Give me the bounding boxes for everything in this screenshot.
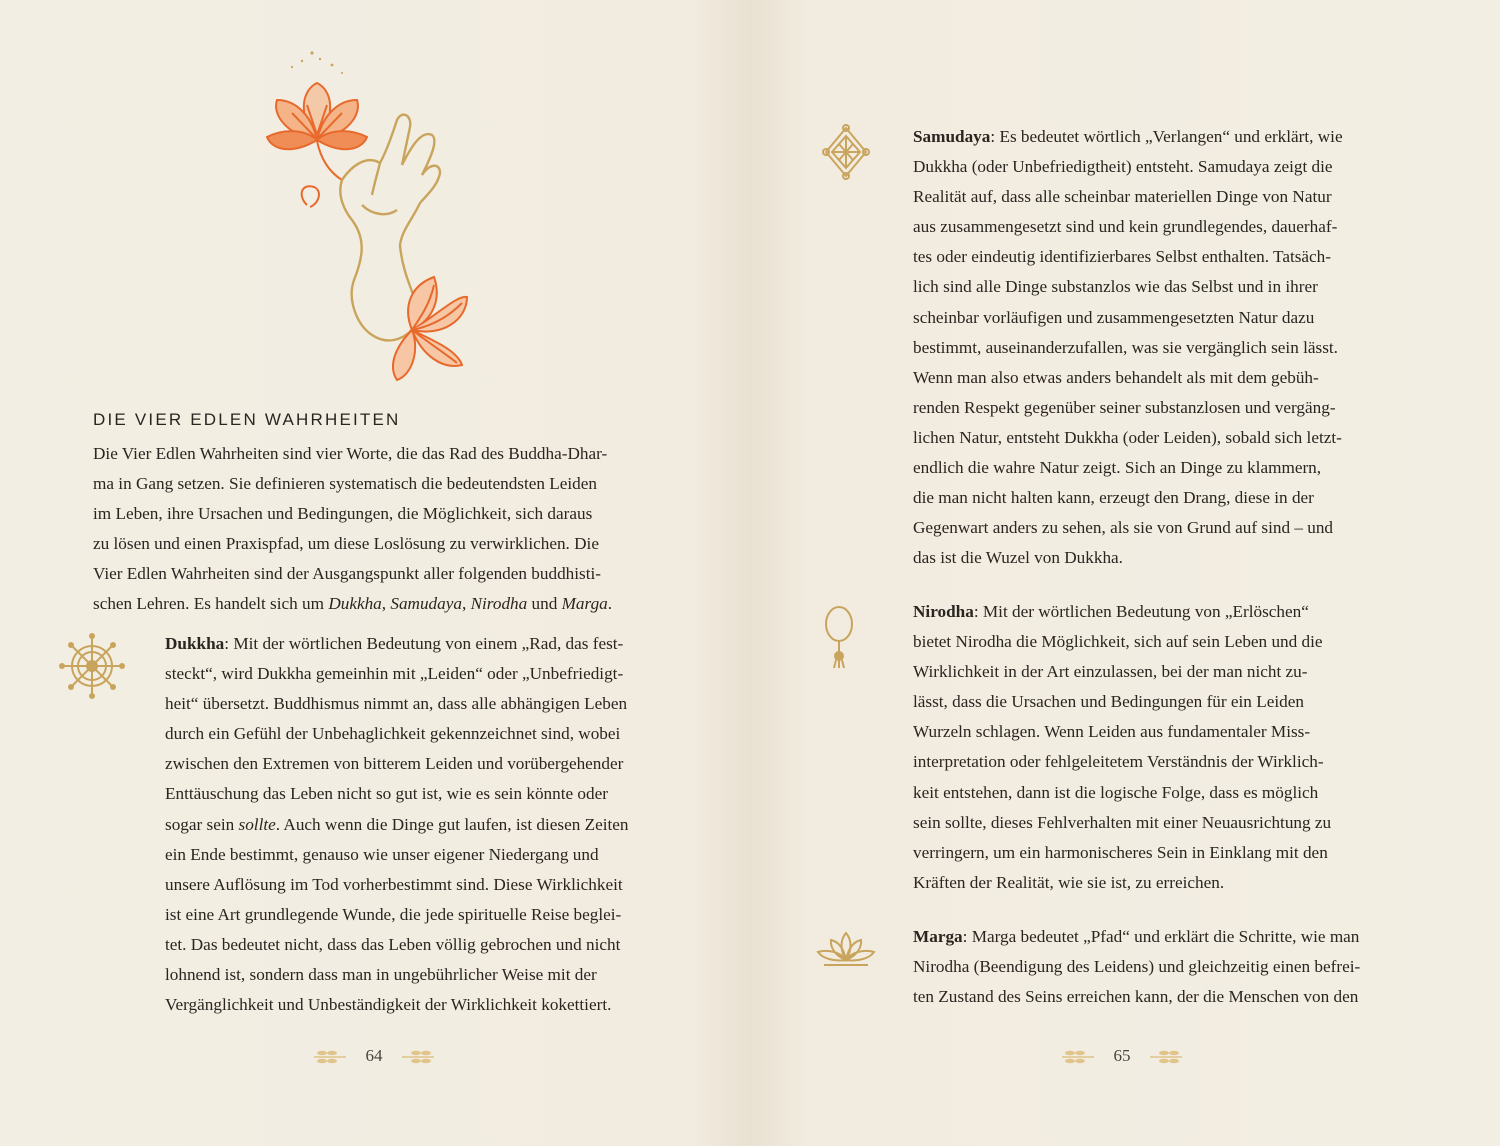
text-line <box>165 810 629 840</box>
text-line <box>913 922 1360 952</box>
text-line: interpretation oder fehlgeleitetem Verständnis der Wirklich- <box>913 752 1324 772</box>
left-ornament-icon <box>1060 1048 1096 1066</box>
term-marga: Marga <box>561 594 608 614</box>
dukkha-paragraph <box>165 629 629 1020</box>
text-line: lässt, dass die Ursachen und Bedingungen für ein Leiden <box>913 692 1304 712</box>
dharma-wheel-icon <box>58 632 126 700</box>
dukkha-term: Dukkha <box>165 634 225 653</box>
sparkle-dots <box>291 51 343 74</box>
separator: , <box>381 594 391 614</box>
text-line: tet. Das bedeutet nicht, dass das Leben völlig gebrochen und nicht <box>165 934 621 954</box>
text-line: Realität auf, dass alle scheinbar materiellen Dinge von Natur <box>913 187 1332 207</box>
text-line: aus zusammengesetzt sind und kein grundlegendes, dauerhaf- <box>913 217 1338 237</box>
text-line: Kräften der Realität, wie sie ist, zu erreichen. <box>913 872 1225 892</box>
text-line: Vier Edlen Wahrheiten sind der Ausgangspunkt aller folgenden buddhisti- <box>93 564 602 584</box>
text-line: lohnend ist, sondern dass man in ungebührlicher Weise mit der <box>165 965 597 985</box>
samudaya-paragraph <box>913 122 1343 573</box>
text-line <box>165 629 629 659</box>
text-line: Wirklichkeit in der Art einzulassen, bei der man nicht zu- <box>913 662 1308 682</box>
text-fragment: : Mit der wörtlichen Bedeutung von „Erlöschen“ <box>973 602 1309 621</box>
text-line: renden Respekt gegenüber seiner substanzlosen und vergäng- <box>913 397 1336 417</box>
text-line: im Leben, ihre Ursachen und Bedingungen, die Möglichkeit, sich daraus <box>93 504 593 524</box>
samudaya-term: Samudaya <box>913 127 991 146</box>
text-line <box>913 122 1343 152</box>
text-fragment: : Es bedeutet wörtlich „Verlangen“ und erklärt, wie <box>990 127 1343 146</box>
text-line: Vergänglichkeit und Unbeständigkeit der Wirklichkeit kokettiert. <box>165 995 612 1015</box>
nirodha-term: Nirodha <box>913 602 974 621</box>
text-line <box>913 597 1331 627</box>
text-line: Nirodha (Beendigung des Leidens) und gleichzeitig einen befrei- <box>913 957 1361 977</box>
text-line: zu lösen und einen Praxispfad, um diese Loslösung zu verwirklichen. Die <box>93 534 599 554</box>
endless-knot-icon <box>822 124 870 180</box>
separator: und <box>527 594 562 614</box>
text-line: Die Vier Edlen Wahrheiten sind vier Worte, die das Rad des Buddha-Dhar- <box>93 444 608 463</box>
text-line: steckt“, wird Dukkha gemeinhin mit „Leiden“ oder „Unbefriedigt- <box>165 664 624 684</box>
section-heading: DIE VIER EDLEN WAHRHEITEN <box>93 410 401 429</box>
text-fragment: sogar sein <box>165 814 239 834</box>
orange-lotus-leaves <box>393 277 467 380</box>
text-line: Gegenwart anders zu sehen, als sie von Grund auf sind – und <box>913 518 1334 538</box>
text-line: endlich die wahre Natur zeigt. Sich an Dinge zu klammern, <box>913 458 1322 478</box>
text-line: heit“ übersetzt. Buddhismus nimmt an, dass alle abhängigen Leben <box>165 694 628 714</box>
text-line: lichen Natur, entsteht Dukkha (oder Leiden), sobald sich letzt- <box>913 427 1342 447</box>
text-line: Wenn man also etwas anders behandelt als mit dem gebüh- <box>913 367 1319 387</box>
text-line <box>93 589 612 619</box>
text-line: ma in Gang setzen. Sie definieren systematisch die bedeutendsten Leiden <box>93 474 598 494</box>
separator: . <box>607 594 613 614</box>
text-line: ten Zustand des Seins erreichen kann, der die Menschen von den <box>913 987 1359 1007</box>
text-fragment: schen Lehren. Es handelt sich um <box>93 594 329 614</box>
text-line: keit entstehen, dann ist die logische Folge, dass es möglich <box>913 782 1319 802</box>
term-dukkha: Dukkha <box>328 594 382 614</box>
text-line: das ist die Wuzel von Dukkha. <box>913 548 1123 568</box>
text-line: die man nicht halten kann, erzeugt den Drang, diese in der <box>913 488 1314 508</box>
text-line: durch ein Gefühl der Unbehaglichkeit gekennzeichnet sind, wobei <box>165 724 621 744</box>
emphasis: sollte <box>238 814 276 834</box>
text-fragment: : Mit der wörtlichen Bedeutung von einem „Rad, das fest- <box>224 634 624 653</box>
nirodha-paragraph <box>913 597 1331 898</box>
text-line: ist eine Art grundlegende Wunde, die jede spirituelle Reise beglei- <box>165 904 622 924</box>
lotus-icon <box>814 930 878 970</box>
text-line: unsere Auflösung im Tod vorherbestimmt sind. Diese Wirklichkeit <box>165 874 623 894</box>
left-ornament-icon <box>312 1048 348 1066</box>
hand-holding-lotus-illustration <box>262 45 477 385</box>
term-samudaya: Samudaya <box>390 594 462 614</box>
page-number: 65 <box>1113 1046 1131 1065</box>
term-nirodha: Nirodha <box>470 594 528 614</box>
mala-beads-icon <box>822 604 856 670</box>
text-line: zwischen den Extremen von bitterem Leiden und vorübergehender <box>165 754 624 774</box>
text-line: lich sind alle Dinge substanzlos wie das Selbst und in ihrer <box>913 277 1318 297</box>
marga-term: Marga <box>913 927 963 946</box>
right-ornament-icon <box>1148 1048 1184 1066</box>
text-line: bestimmt, auseinanderzufallen, was sie vergänglich sein lässt. <box>913 337 1338 357</box>
right-ornament-icon <box>400 1048 436 1066</box>
text-line: tes oder eindeutig identifizierbares Selbst enthalten. Tatsäch- <box>913 247 1331 267</box>
text-line: sein sollte, dieses Fehlverhalten mit einer Neuausrichtung zu <box>913 812 1332 832</box>
text-line: ein Ende bestimmt, genauso wie unser eigener Niedergang und <box>165 844 599 864</box>
text-line: bietet Nirodha die Möglichkeit, sich auf sein Leben und die <box>913 632 1323 652</box>
text-fragment: . Auch wenn die Dinge gut laufen, ist diesen Zeiten <box>275 814 629 834</box>
intro-paragraph <box>93 439 612 620</box>
page-number: 64 <box>365 1046 383 1065</box>
text-line: Enttäuschung das Leben nicht so gut ist, wie es sein könnte oder <box>165 784 608 804</box>
marga-paragraph <box>913 922 1360 1012</box>
text-line: Wurzeln schlagen. Wenn Leiden aus fundamentaler Miss- <box>913 722 1311 742</box>
text-line: scheinbar vorläufigen und zusammengesetzten Natur dazu <box>913 307 1315 327</box>
text-fragment: : Marga bedeutet „Pfad“ und erklärt die Schritte, wie man <box>962 927 1360 946</box>
orange-lotus-flower <box>267 83 367 149</box>
separator: , <box>461 594 471 614</box>
right-page <box>750 0 1500 1146</box>
text-line: verringern, um ein harmonischeres Sein in Einklang mit den <box>913 842 1328 862</box>
text-line: Dukkha (oder Unbefriedigtheit) entsteht. Samudaya zeigt die <box>913 157 1333 177</box>
